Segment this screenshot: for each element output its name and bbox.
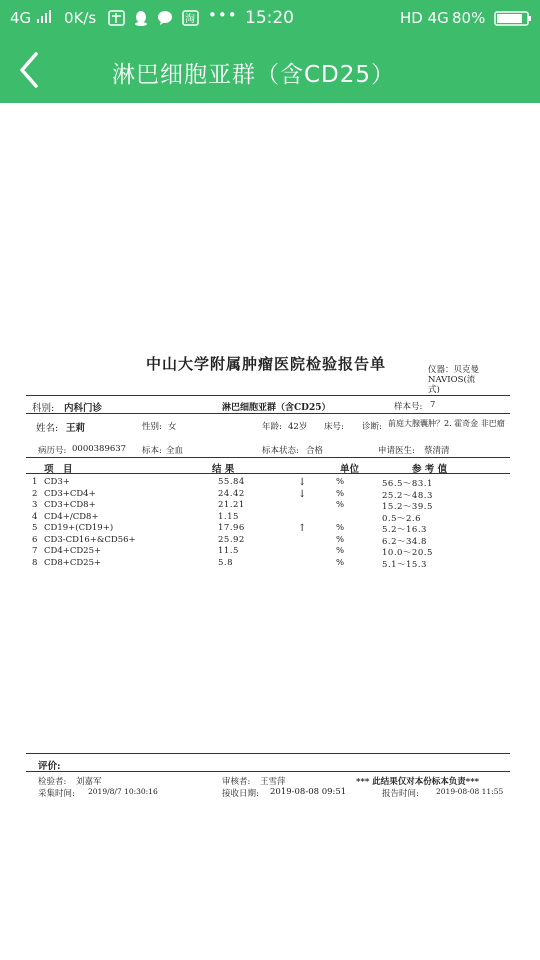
report-time-label: 报告时间: [382, 789, 419, 799]
row-reference: 25.2～48.3 [382, 490, 433, 501]
specimen-state-label: 标本状态: [262, 446, 299, 456]
report-image-area[interactable] [0, 103, 540, 960]
divider [26, 413, 510, 414]
battery-percent: 80% [452, 9, 486, 27]
column-unit: 单位 [340, 464, 360, 475]
row-result: 5.8 [218, 557, 234, 568]
row-item: CD19+(CD19+) [44, 523, 114, 533]
row-reference: 5.2～16.3 [382, 525, 427, 535]
examiner-label: 检验者: [38, 777, 67, 787]
divider [26, 457, 510, 458]
row-flag: ↑ [298, 523, 307, 534]
disclaimer: *** 此结果仅对本份标本负责*** [356, 777, 480, 787]
row-reference: 56.5～83.1 [382, 479, 433, 489]
qq-icon [133, 10, 149, 26]
report-time: 2019-08-08 11:55 [436, 787, 504, 796]
record-no: 0000389637 [72, 444, 127, 454]
row-flag: ↓ [298, 477, 307, 488]
signal-icon [36, 10, 56, 24]
specimen-label: 标本: [142, 446, 162, 456]
row-flag: ↓ [298, 488, 307, 500]
department: 内科门诊 [64, 403, 103, 414]
comment-label: 评价: [38, 761, 61, 772]
row-item: CD3+CD8+ [44, 500, 96, 510]
row-reference: 0.5～2.6 [382, 513, 422, 524]
specimen-state: 合格 [306, 446, 324, 456]
row-unit: % [336, 546, 345, 556]
page-title: 淋巴细胞亚群（含CD25） [112, 62, 396, 88]
reviewer-label: 审核者: [222, 777, 251, 787]
row-result: 24.42 [218, 488, 245, 499]
lab-report [26, 353, 514, 799]
collect-time-label: 采集时间: [38, 789, 75, 799]
column-reference: 参 考 值 [412, 464, 448, 475]
sample-no-label: 样本号: [394, 402, 423, 412]
row-result: 1.15 [218, 511, 239, 522]
row-result: 17.96 [218, 523, 245, 533]
sample-no: 7 [430, 400, 436, 410]
network-right: HD 4G [400, 9, 449, 27]
row-number: 7 [32, 546, 38, 556]
wechat-icon [157, 10, 175, 26]
battery-icon [494, 11, 532, 27]
row-unit: % [336, 488, 345, 499]
row-item: CD3+CD4+ [44, 488, 96, 499]
diagnosis: 前庭大腺囊肿？2. 霍奇金 非巴瘤 [388, 419, 505, 428]
examiner: 刘嘉军 [76, 777, 102, 787]
row-result: 25.92 [218, 534, 245, 545]
test-name: 淋巴细胞亚群（含CD25） [222, 403, 331, 413]
row-item: CD4+/CD8+ [44, 511, 99, 522]
row-item: CD4+CD25+ [44, 546, 102, 556]
more-notifications-icon: ••• [208, 6, 238, 24]
age: 42岁 [288, 422, 308, 432]
svg-text:淘: 淘 [185, 14, 195, 25]
gender-label: 性别: [142, 422, 162, 432]
title-bar [0, 36, 540, 103]
row-unit: % [336, 477, 345, 487]
instrument: 仪器：贝克曼 NAVIOS(流 式) [428, 365, 480, 395]
row-reference: 10.0～20.5 [382, 548, 433, 558]
specimen: 全血 [166, 446, 184, 456]
doctor-label: 申请医生: [378, 446, 415, 456]
row-unit: % [336, 500, 345, 510]
age-label: 年龄: [262, 422, 282, 432]
row-item: CD3+ [44, 477, 70, 487]
record-no-label: 病历号: [38, 446, 67, 456]
receive-date-label: 接收日期: [222, 789, 259, 799]
row-number: 3 [32, 500, 38, 510]
column-item: 项 目 [44, 464, 73, 475]
collect-time: 2019/8/7 10:30:16 [88, 787, 158, 796]
name-label: 姓名: [36, 423, 59, 434]
bed-label: 床号: [324, 422, 344, 432]
row-unit: % [336, 557, 345, 568]
row-number: 5 [32, 523, 38, 533]
app-header [0, 0, 540, 103]
row-number: 8 [32, 557, 38, 568]
gender: 女 [168, 422, 177, 432]
clock: 15:20 [245, 8, 294, 28]
row-item: CD3-CD16+&CD56+ [44, 534, 136, 545]
column-result: 结 果 [212, 464, 235, 475]
report-title: 中山大学附属肿瘤医院检验报告单 [146, 355, 387, 373]
divider [26, 395, 510, 396]
row-result: 11.5 [218, 546, 239, 556]
row-number: 4 [32, 511, 38, 522]
patient-name: 王莉 [66, 423, 86, 434]
reviewer: 王雪萍 [260, 777, 286, 787]
row-unit: % [336, 523, 345, 533]
back-button[interactable] [10, 46, 50, 94]
row-number: 2 [32, 488, 38, 499]
doctor: 蔡清清 [424, 446, 450, 456]
row-unit: % [336, 534, 345, 545]
diagnosis-label: 诊断: [362, 422, 382, 432]
network-indicator: 4G [10, 9, 32, 27]
row-reference: 5.1～15.3 [382, 559, 427, 570]
row-number: 6 [32, 534, 38, 545]
divider [26, 473, 510, 474]
department-label: 科别: [32, 403, 55, 414]
row-number: 1 [32, 477, 38, 487]
receive-date: 2019-08-08 09:51 [270, 787, 347, 797]
status-bar [0, 0, 540, 36]
row-reference: 15.2～39.5 [382, 502, 433, 512]
divider [26, 753, 510, 754]
row-reference: 6.2～34.8 [382, 536, 427, 547]
row-result: 21.21 [218, 500, 245, 510]
chevron-left-icon [10, 46, 50, 94]
network-speed: 0K/s [64, 9, 97, 27]
divider [26, 771, 510, 772]
taobao-icon [182, 10, 200, 26]
app-notification-icon [108, 10, 126, 26]
row-item: CD8+CD25+ [44, 557, 102, 568]
row-result: 55.84 [218, 477, 245, 487]
